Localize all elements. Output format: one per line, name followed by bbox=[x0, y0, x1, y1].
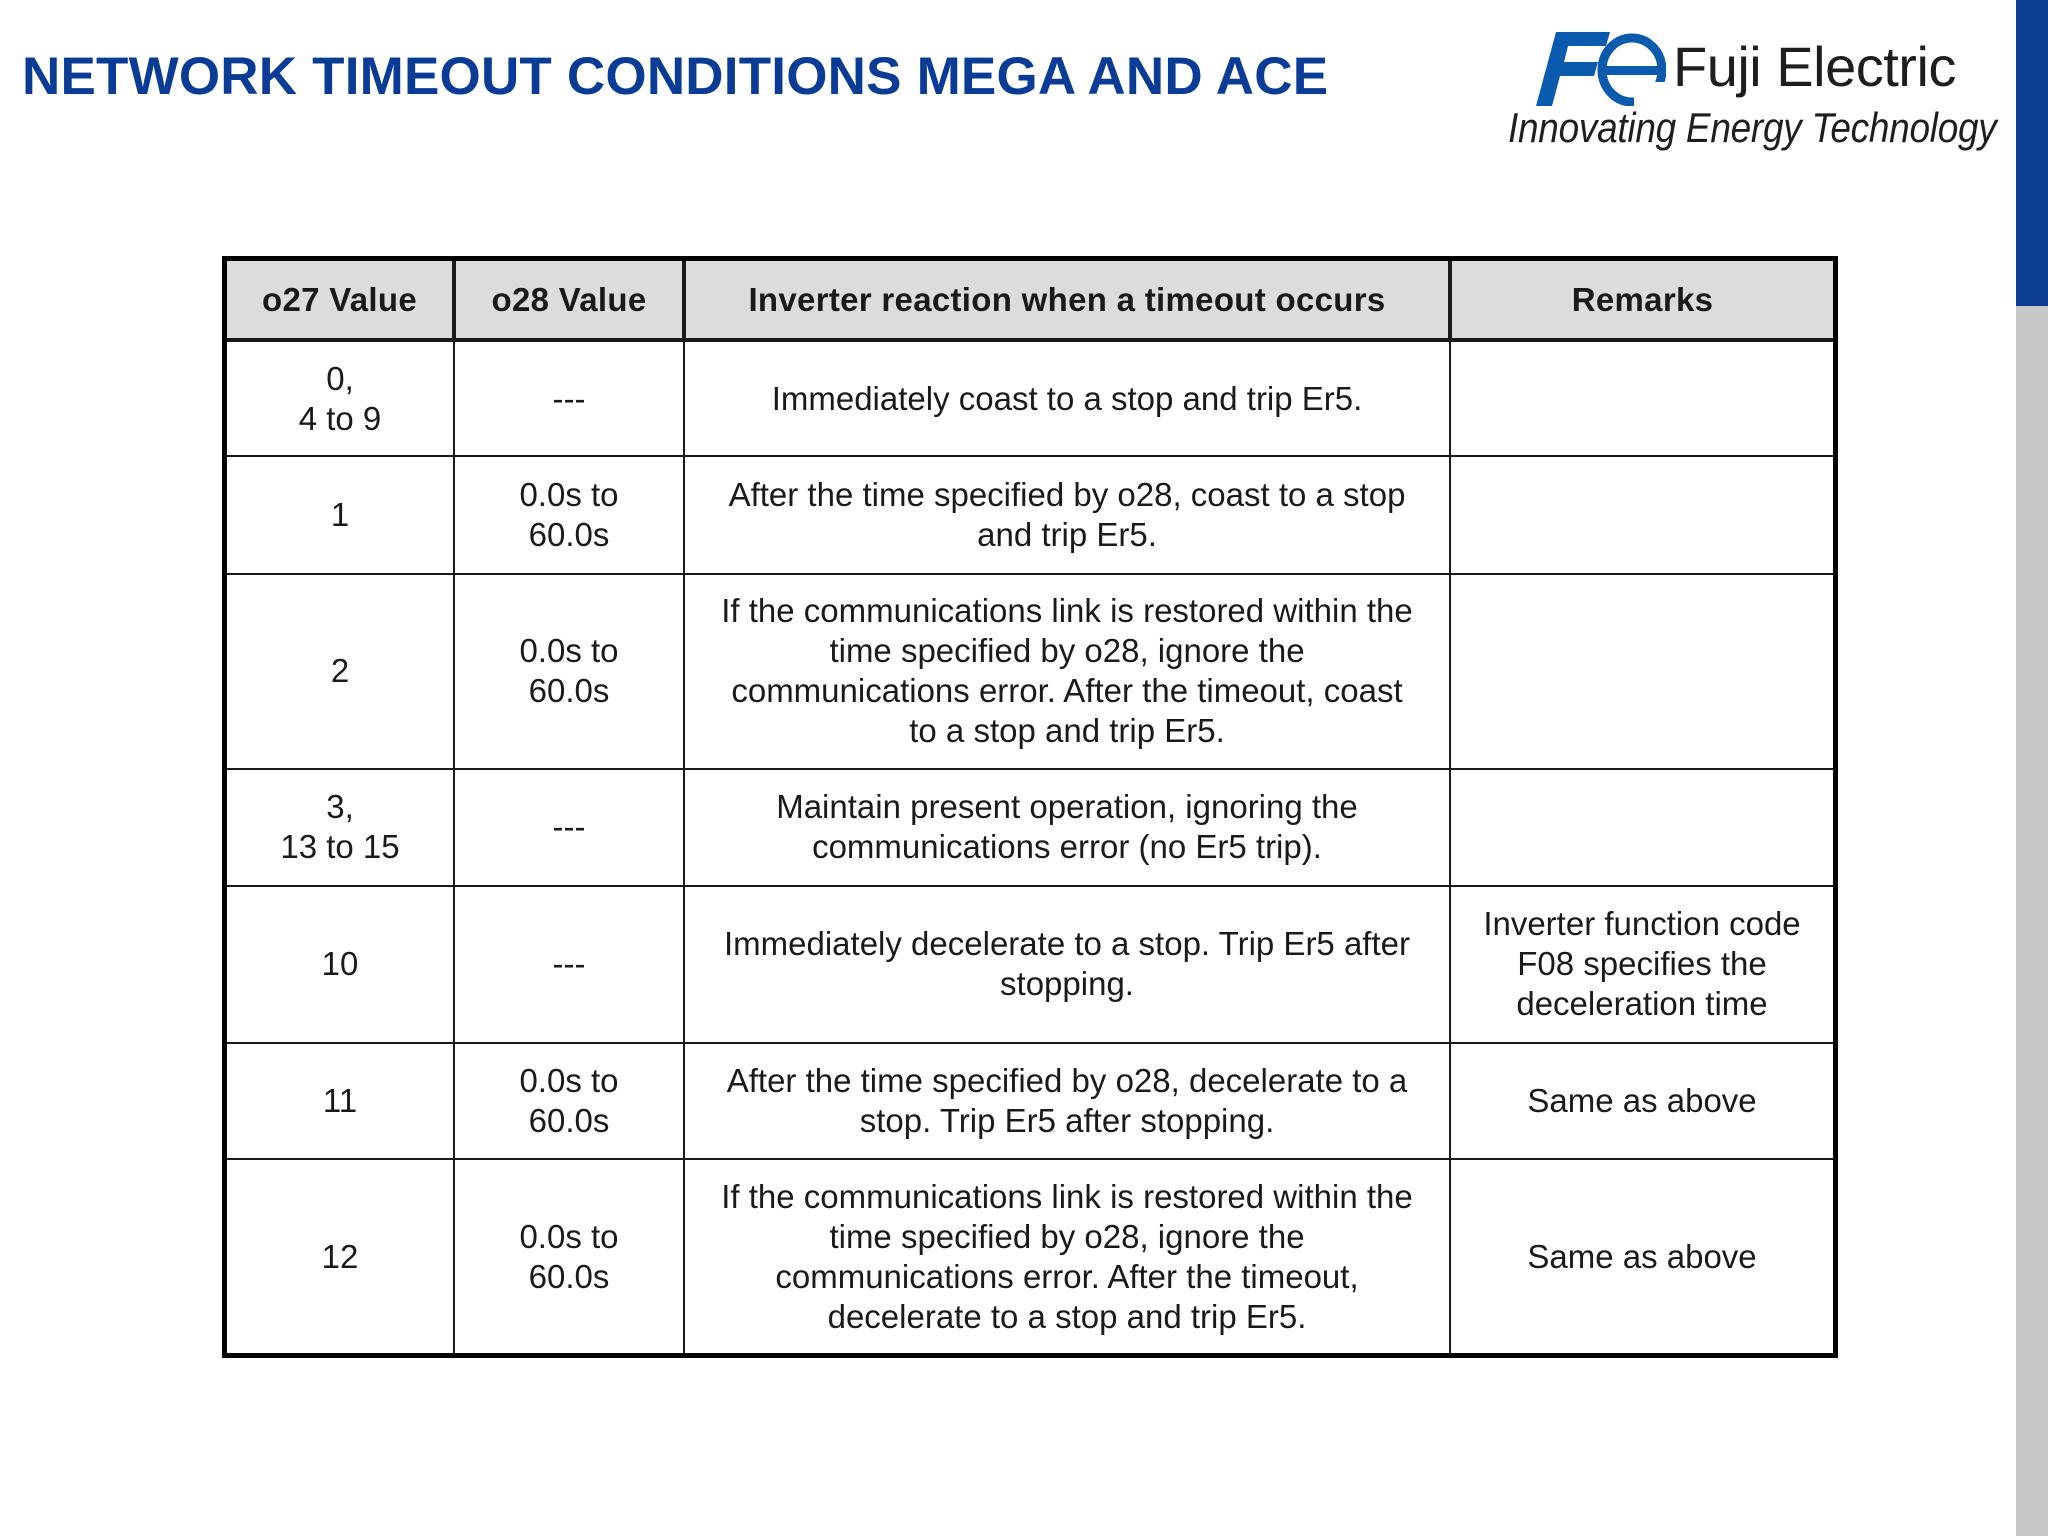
table-row bbox=[227, 1159, 1833, 1353]
cell-reaction: If the communications link is restored within the time specified by o28, ignore the communications error. After the timeout, coast to a stop and trip Er5. bbox=[684, 574, 1450, 769]
cell-o28: --- bbox=[454, 886, 684, 1043]
cell-o27: 3, 13 to 15 bbox=[227, 769, 454, 886]
side-strip-accent bbox=[2016, 0, 2048, 306]
cell-o27: 0, 4 to 9 bbox=[227, 340, 454, 456]
cell-reaction: Immediately coast to a stop and trip Er5. bbox=[684, 340, 1450, 456]
fuji-electric-logo bbox=[1508, 26, 1998, 154]
table-row bbox=[227, 574, 1833, 769]
cell-o27: 2 bbox=[227, 574, 454, 769]
cell-remarks bbox=[1450, 769, 1833, 886]
slide-title: NETWORK TIMEOUT CONDITIONS MEGA AND ACE bbox=[22, 47, 1329, 106]
logo-company-name: Fuji Electric bbox=[1673, 35, 1956, 98]
table-row bbox=[227, 456, 1833, 573]
table-header-row bbox=[227, 261, 1833, 340]
cell-remarks: Same as above bbox=[1450, 1159, 1833, 1353]
table-row bbox=[227, 886, 1833, 1043]
logo-tagline: Innovating Energy Technology bbox=[1508, 104, 1997, 151]
cell-remarks bbox=[1450, 340, 1833, 456]
timeout-conditions-table bbox=[227, 261, 1833, 1353]
cell-o28: 0.0s to 60.0s bbox=[454, 574, 684, 769]
table-row bbox=[227, 340, 1833, 456]
header-remarks: Remarks bbox=[1450, 261, 1833, 340]
cell-reaction: After the time specified by o28, coast to a stop and trip Er5. bbox=[684, 456, 1450, 573]
table-row bbox=[227, 1043, 1833, 1159]
cell-o28: --- bbox=[454, 769, 684, 886]
cell-o28: 0.0s to 60.0s bbox=[454, 1043, 684, 1159]
cell-remarks: Inverter function code F08 specifies the deceleration time bbox=[1450, 886, 1833, 1043]
fe-logo-mark-icon bbox=[1534, 30, 1666, 106]
cell-o27: 10 bbox=[227, 886, 454, 1043]
table-row bbox=[227, 769, 1833, 886]
header-inverter-reaction: Inverter reaction when a timeout occurs bbox=[684, 261, 1450, 340]
cell-remarks bbox=[1450, 574, 1833, 769]
cell-reaction: Immediately decelerate to a stop. Trip Er5 after stopping. bbox=[684, 886, 1450, 1043]
cell-o27: 12 bbox=[227, 1159, 454, 1353]
cell-reaction: Maintain present operation, ignoring the communications error (no Er5 trip). bbox=[684, 769, 1450, 886]
cell-o27: 11 bbox=[227, 1043, 454, 1159]
cell-remarks: Same as above bbox=[1450, 1043, 1833, 1159]
cell-o28: 0.0s to 60.0s bbox=[454, 1159, 684, 1353]
cell-remarks bbox=[1450, 456, 1833, 573]
cell-o28: 0.0s to 60.0s bbox=[454, 456, 684, 573]
cell-o28: --- bbox=[454, 340, 684, 456]
cell-reaction: If the communications link is restored within the time specified by o28, ignore the communications error. After the timeout, decelerate to a stop and trip Er5. bbox=[684, 1159, 1450, 1353]
cell-reaction: After the time specified by o28, decelerate to a stop. Trip Er5 after stopping. bbox=[684, 1043, 1450, 1159]
cell-o27: 1 bbox=[227, 456, 454, 573]
timeout-table-frame bbox=[222, 256, 1838, 1358]
header-o27-value: o27 Value bbox=[227, 261, 454, 340]
header-o28-value: o28 Value bbox=[454, 261, 684, 340]
